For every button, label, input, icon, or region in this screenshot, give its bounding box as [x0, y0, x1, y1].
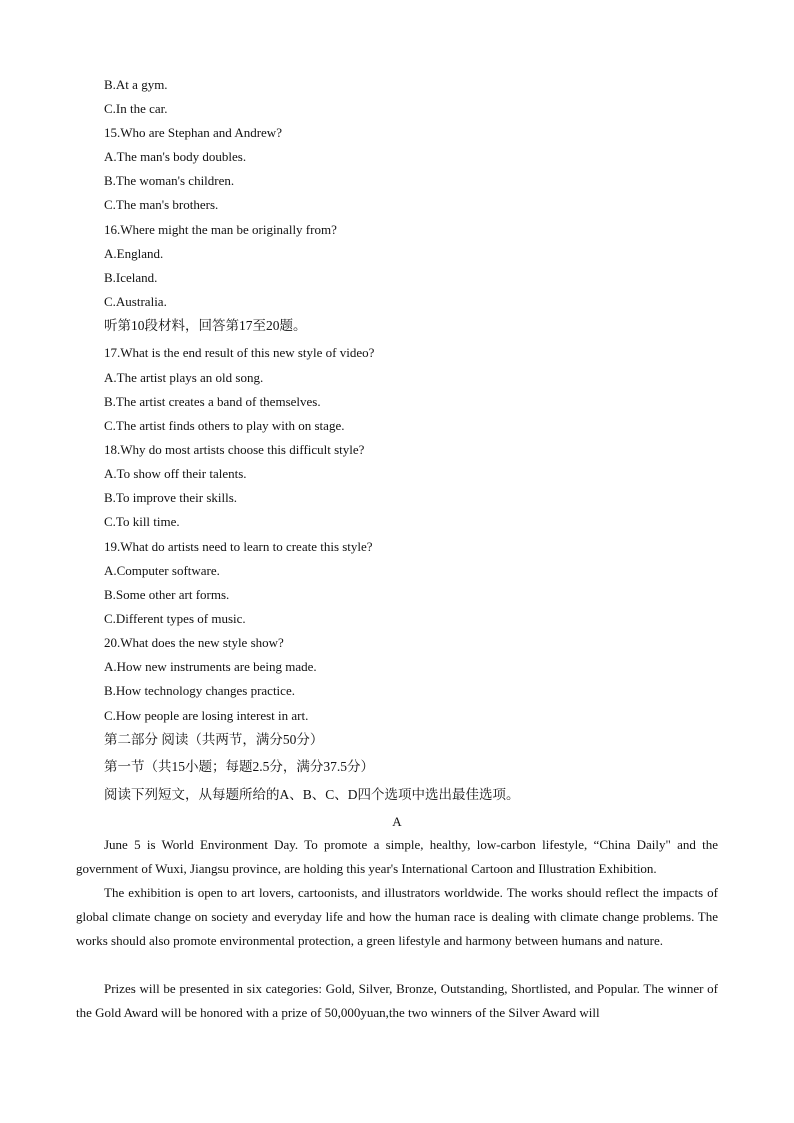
option-line: C.How people are losing interest in art. [104, 708, 309, 723]
part-heading: 第二部分 阅读（共两节，满分50分） [104, 732, 324, 747]
question-line: 17.What is the end result of this new style of video? [104, 345, 375, 360]
question-line: 16.Where might the man be originally from? [104, 222, 337, 237]
option-line: A.England. [104, 246, 164, 261]
option-line: B.Some other art forms. [104, 587, 230, 602]
question-line: 18.Why do most artists choose this difficult style? [104, 442, 365, 457]
option-line: C.To kill time. [104, 514, 180, 529]
option-line: C.In the car. [104, 101, 168, 116]
question-line: 20.What does the new style show? [104, 635, 284, 650]
option-line: A.To show off their talents. [104, 466, 247, 481]
option-line: B.How technology changes practice. [104, 683, 295, 698]
section-heading: 第一节（共15小题；每题2.5分，满分37.5分） [104, 759, 374, 774]
reading-instruction: 阅读下列短文，从每题所给的A、B、C、D四个选项中选出最佳选项。 [104, 787, 520, 802]
option-line: A.How new instruments are being made. [104, 659, 317, 674]
section-instruction: 听第10段材料，回答第17至20题。 [104, 318, 307, 333]
passage-paragraph: June 5 is World Environment Day. To promote a simple, healthy, low-carbon lifestyle, “China Daily" and the government of Wuxi, Jiangsu province, are holding this year's International Cartoon and Illustration Exhibition. [76, 837, 718, 876]
option-line: A.The artist plays an old song. [104, 370, 264, 385]
option-line: B.The woman's children. [104, 173, 235, 188]
option-line: B.To improve their skills. [104, 490, 238, 505]
option-line: B.At a gym. [104, 77, 168, 92]
option-line: A.The man's body doubles. [104, 149, 247, 164]
passage-label: A [392, 814, 402, 829]
option-line: C.Different types of music. [104, 611, 246, 626]
option-line: C.Australia. [104, 294, 167, 309]
option-line: B.The artist creates a band of themselves. [104, 394, 321, 409]
question-line: 15.Who are Stephan and Andrew? [104, 125, 282, 140]
option-line: C.The artist finds others to play with on stage. [104, 418, 345, 433]
question-line: 19.What do artists need to learn to create this style? [104, 539, 373, 554]
option-line: C.The man's brothers. [104, 197, 219, 212]
passage-paragraph: The exhibition is open to art lovers, cartoonists, and illustrators worldwide. The works should reflect the impacts of global climate change on society and everyday life and how the human race is dealing with climate change problems. The works should also promote environmental protection, a green lifestyle and harmony between humans and nature. [76, 885, 718, 948]
option-line: A.Computer software. [104, 563, 220, 578]
passage-paragraph: Prizes will be presented in six categories: Gold, Silver, Bronze, Outstanding, Shortlisted, and Popular. The winner of the Gold Award will be honored with a prize of 50,000yuan,the two winners of the Silver Award will [76, 981, 718, 1020]
option-line: B.Iceland. [104, 270, 158, 285]
